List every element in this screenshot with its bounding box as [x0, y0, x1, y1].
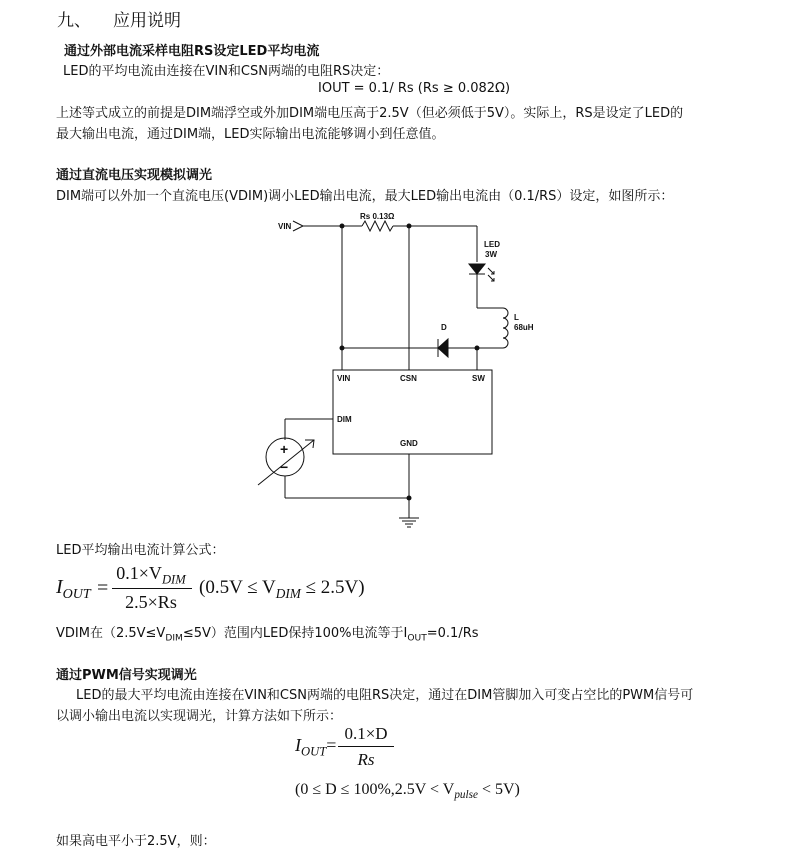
- vdim-note: [56, 622, 479, 644]
- dc-section-heading: 通过直流电压实现模拟调光: [56, 168, 213, 183]
- pwm-section-heading: 通过PWM信号实现调光: [56, 668, 197, 683]
- source-minus: −: [280, 459, 289, 475]
- formula2-cond-sub: pulse: [454, 789, 478, 802]
- formula2-den: Rs: [357, 750, 375, 769]
- formula1-lhs: I: [56, 576, 63, 598]
- circuit-rs-label: Rs 0.13Ω: [360, 212, 395, 221]
- note-suffix: =0.1/Rs: [426, 626, 479, 641]
- rs-formula: IOUT = 0.1/ Rs (Rs ≥ 0.082Ω): [318, 81, 511, 96]
- vin-terminal-arrow: [293, 221, 303, 231]
- dc-body: DIM端可以外加一个直流电压(VDIM)调小LED输出电流，最大LED输出电流由（0.1/RS）设定，如图所示：: [56, 189, 674, 204]
- pin-csn-label: CSN: [400, 374, 417, 383]
- section-number: 九、: [57, 11, 91, 31]
- circuit-inductor-label: L: [514, 313, 519, 322]
- formula1-lhs-sub: OUT: [62, 587, 91, 602]
- rs-body-line1: 上述等式成立的前提是DIM端浮空或外加DIM端电压高于2.5V（但必须低于5V）。实际上，RS是设定了LED的: [56, 106, 684, 121]
- formula1-num-sub: DIM: [161, 572, 186, 587]
- diode-d: [438, 339, 448, 357]
- note-prefix: VDIM在（2.5V≤V: [56, 626, 166, 641]
- formula1-den: 2.5×Rs: [125, 592, 177, 612]
- rs-intro: LED的平均电流由连接在VIN和CSN两端的电阻RS决定：: [63, 64, 390, 79]
- circuit-vin-label: VIN: [278, 222, 292, 231]
- circuit-diode-label: D: [441, 323, 447, 332]
- note-sub2: OUT: [407, 633, 427, 644]
- led-symbol: [469, 264, 485, 274]
- pin-sw-label: SW: [472, 374, 485, 383]
- formula2-lhs-sub: OUT: [301, 744, 327, 759]
- pwm-footer: 如果高电平小于2.5V，则：: [56, 834, 216, 849]
- pwm-body-line1: LED的最大平均电流由连接在VIN和CSN两端的电阻RS决定，通过在DIM管脚加入可变占空比的PWM信号可: [76, 688, 694, 703]
- rs-body-line2: 最大输出电流，通过DIM端，LED实际输出电流能够调小到任意值。: [56, 127, 445, 142]
- source-plus: +: [280, 441, 289, 457]
- formula2-num: 0.1×D: [344, 724, 388, 743]
- formula1-num: 0.1×V: [116, 563, 162, 583]
- circuit-inductor-value: 68uH: [514, 323, 534, 332]
- circuit-led-power: 3W: [485, 250, 497, 259]
- formula2-equals: =: [326, 735, 337, 755]
- formula1-cond-sub: DIM: [275, 585, 301, 601]
- pin-gnd-label: GND: [400, 439, 418, 448]
- formula2-lhs: I: [295, 735, 301, 755]
- formula2-cond-close: < 5V): [477, 781, 520, 798]
- formula1-cond-close: ≤ 2.5V): [300, 577, 365, 598]
- pin-vin-label: VIN: [337, 374, 351, 383]
- formula1-equals: =: [97, 577, 109, 599]
- circuit-led-label: LED: [484, 240, 500, 249]
- pwm-body-line2: 以调小输出电流以实现调光，计算方法如下所示：: [56, 709, 343, 724]
- calc-label: LED平均输出电流计算公式：: [56, 543, 225, 558]
- rs-section-heading: 通过外部电流采样电阻RS设定LED平均电流: [64, 44, 320, 59]
- inductor-l: [503, 308, 508, 348]
- note-mid: ≤5V）范围内LED保持100%电流等于I: [182, 626, 408, 641]
- note-sub1: DIM: [165, 633, 183, 644]
- section-title: 应用说明: [113, 11, 181, 31]
- formula2-cond-open: (0 ≤ D ≤ 100%,2.5V < V: [295, 781, 455, 798]
- resistor-rs: [362, 221, 393, 231]
- formula1-cond-open: (0.5V ≤ V: [199, 577, 276, 598]
- pin-dim-label: DIM: [337, 415, 352, 424]
- ground-icon: [399, 518, 419, 527]
